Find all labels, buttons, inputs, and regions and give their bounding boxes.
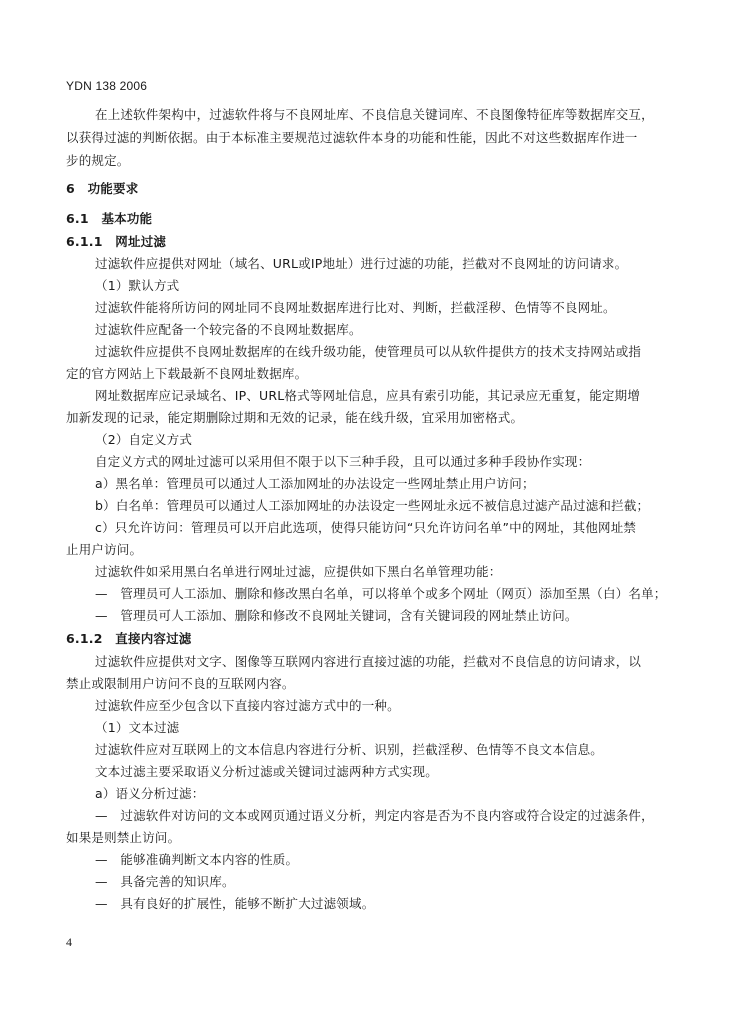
page-number: 4 <box>66 935 73 949</box>
dash-list-item: — 具备完善的知识库。 <box>95 874 235 889</box>
list-item: a）语义分析过滤： <box>95 786 205 801</box>
dash-list-item: — 具有良好的扩展性，能够不断扩大过滤领域。 <box>95 896 375 911</box>
paragraph-line: 过滤软件应提供对文字、图像等互联网内容进行直接过滤的功能，拦截对不良信息的访问请求，以 <box>95 654 642 669</box>
subheading-default-mode: （1）默认方式 <box>95 278 180 293</box>
subheading-text-filter: （1）文本过滤 <box>95 720 180 735</box>
section-heading-6-1-1: 6.1.1 网址过滤 <box>66 234 167 249</box>
paragraph-line: 禁止或限制用户访问不良的互联网内容。 <box>66 676 295 691</box>
paragraph-line: 定的官方网站上下载最新不良网址数据库。 <box>66 366 308 381</box>
standard-number-header: YDN 138 2006 <box>66 79 148 93</box>
section-heading-6: 6 功能要求 <box>66 181 139 196</box>
paragraph-line: 如果是则禁止访问。 <box>66 830 181 845</box>
list-item: c）只允许访问：管理员可以开启此选项，使得只能访问“只允许访问名单”中的网址，其他网址禁 <box>95 520 637 535</box>
dash-list-item: — 过滤软件对访问的文本或网页通过语义分析，判定内容是否为不良内容或符合设定的过滤条件， <box>95 808 654 823</box>
section-heading-6-1-2: 6.1.2 直接内容过滤 <box>66 631 192 646</box>
paragraph-line: 过滤软件应提供对网址（域名、URL或IP地址）进行过滤的功能，拦截对不良网址的访问请求。 <box>95 256 628 271</box>
paragraph-line: 步的规定。 <box>66 153 130 168</box>
paragraph-line: 自定义方式的网址过滤可以采用但不限于以下三种手段，且可以通过多种手段协作实现： <box>95 454 591 469</box>
paragraph-line: 过滤软件应至少包含以下直接内容过滤方式中的一种。 <box>95 698 400 713</box>
paragraph-line: 过滤软件如采用黑白名单进行网址过滤，应提供如下黑白名单管理功能： <box>95 564 502 579</box>
subheading-custom-mode: （2）自定义方式 <box>95 432 193 447</box>
section-heading-6-1: 6.1 基本功能 <box>66 211 153 226</box>
dash-list-item: — 能够准确判断文本内容的性质。 <box>95 852 299 867</box>
list-item: a）黑名单：管理员可以通过人工添加网址的办法设定一些网址禁止用户访问； <box>95 476 535 491</box>
dash-list-item: — 管理员可人工添加、删除和修改不良网址关键词，含有关键词段的网址禁止访问。 <box>95 608 578 623</box>
paragraph-line: 过滤软件能将所访问的网址同不良网址数据库进行比对、判断，拦截淫秽、色情等不良网址。 <box>95 300 616 315</box>
paragraph-line: 止用户访问。 <box>66 542 143 557</box>
paragraph-line: 以获得过滤的判断依据。由于本标准主要规范过滤软件本身的功能和性能，因此不对这些数据库作进一 <box>66 130 638 145</box>
paragraph-line: 过滤软件应对互联网上的文本信息内容进行分析、识别，拦截淫秽、色情等不良文本信息。 <box>95 742 604 757</box>
paragraph-line: 网址数据库应记录域名、IP、URL格式等网址信息，应具有索引功能，其记录应无重复，能定期增 <box>95 388 641 403</box>
paragraph-line: 加新发现的记录，能定期删除过期和无效的记录，能在线升级，宜采用加密格式。 <box>66 410 524 425</box>
dash-list-item: — 管理员可人工添加、删除和修改黑白名单，可以将单个或多个网址（网页）添加至黑（白）名单； <box>95 586 667 601</box>
paragraph-line: 文本过滤主要采取语义分析过滤或关键词过滤两种方式实现。 <box>95 764 438 779</box>
paragraph-line: 在上述软件架构中，过滤软件将与不良网址库、不良信息关键词库、不良图像特征库等数据库交互， <box>95 107 654 122</box>
paragraph-line: 过滤软件应提供不良网址数据库的在线升级功能，使管理员可以从软件提供方的技术支持网站或指 <box>95 344 642 359</box>
list-item: b）白名单：管理员可以通过人工添加网址的办法设定一些网址永远不被信息过滤产品过滤和拦截； <box>95 498 650 513</box>
paragraph-line: 过滤软件应配备一个较完备的不良网址数据库。 <box>95 322 362 337</box>
